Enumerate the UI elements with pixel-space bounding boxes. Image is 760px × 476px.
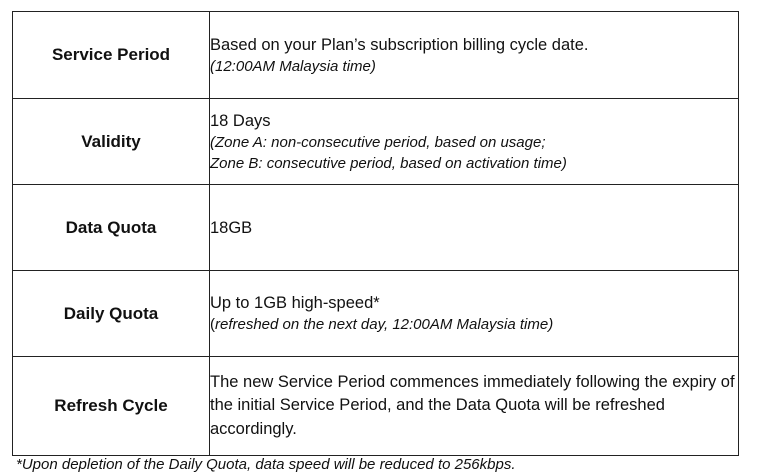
- table-row-refresh-cycle: [13, 357, 739, 456]
- daily-quota-value-cell: [210, 271, 739, 357]
- daily-quota-value: Up to 1GB high-speed*: [210, 294, 380, 312]
- service-period-value-cell: [210, 12, 739, 99]
- service-period-label: Service Period: [13, 12, 210, 99]
- table-row-daily-quota: [13, 271, 739, 357]
- table-row-service-period: [13, 12, 739, 99]
- refresh-cycle-value: The new Service Period commences immediately following the expiry of the initial Service Period, and the Data Quota will be refreshed accordingly.: [210, 357, 739, 456]
- validity-label: Validity: [13, 99, 210, 185]
- validity-note-zone-b: Zone B: consecutive period, based on activation time): [210, 154, 567, 172]
- daily-quota-note-open: (: [210, 316, 215, 333]
- refresh-cycle-label: Refresh Cycle: [13, 357, 210, 456]
- service-period-value: Based on your Plan’s subscription billing cycle date.: [210, 35, 589, 54]
- table-row-data-quota: [13, 185, 739, 271]
- footnote: *Upon depletion of the Daily Quota, data speed will be reduced to 256kbps.: [16, 456, 516, 473]
- daily-quota-note: [210, 314, 738, 335]
- validity-value-cell: [210, 99, 739, 185]
- validity-value: 18 Days: [210, 111, 271, 130]
- table-row-validity: [13, 99, 739, 185]
- data-quota-value: 18GB: [210, 218, 253, 237]
- data-quota-label: Data Quota: [13, 185, 210, 271]
- data-quota-value-cell: [210, 185, 739, 271]
- service-period-note: (12:00AM Malaysia time): [210, 57, 376, 75]
- daily-quota-note-text: refreshed on the next day, 12:00AM Malaysia time): [215, 316, 554, 333]
- daily-quota-label: Daily Quota: [13, 271, 210, 357]
- validity-note-zone-a: (Zone A: non-consecutive period, based on usage;: [210, 133, 546, 151]
- plan-details-table: [12, 11, 739, 456]
